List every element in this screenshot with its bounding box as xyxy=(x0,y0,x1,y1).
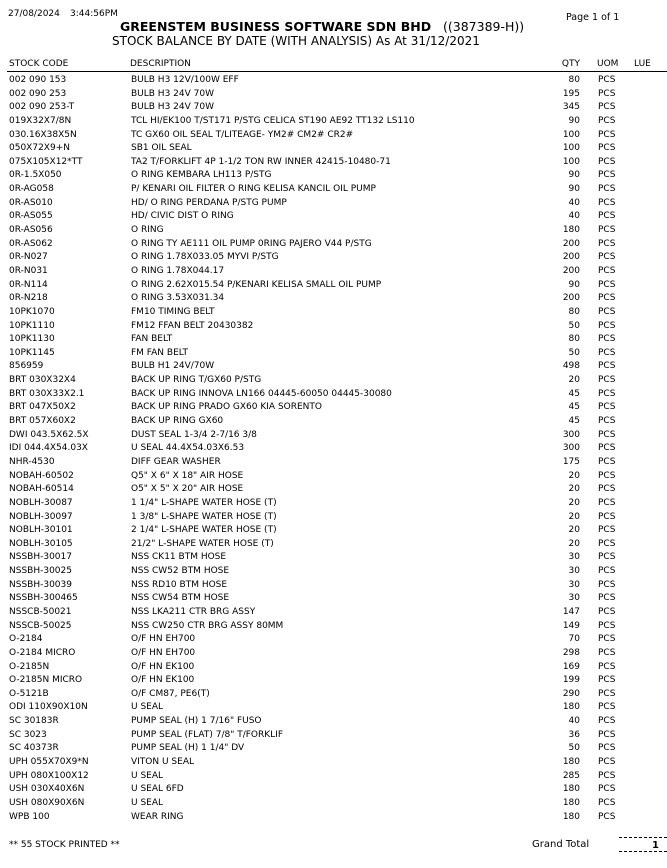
description-cell: O/F HN EH700 xyxy=(131,634,196,645)
table-row xyxy=(0,101,667,115)
qty-cell: 30 xyxy=(568,579,580,590)
table-row xyxy=(0,715,667,729)
qty-cell: 80 xyxy=(568,306,580,317)
description-cell: O/F CM87, PE6(T) xyxy=(131,688,210,699)
qty-cell: 90 xyxy=(568,184,580,195)
qty-cell: 45 xyxy=(568,402,580,413)
qty-cell: 80 xyxy=(568,334,580,345)
description-cell: TC GX60 OIL SEAL T/LITEAGE- YM2# CM2# CR2# xyxy=(131,129,354,140)
stock-code-cell: BRT 030X33X2.1 xyxy=(9,388,85,399)
table-row xyxy=(0,783,667,797)
stock-code-cell: BRT 057X60X2 xyxy=(9,416,76,427)
table-row xyxy=(0,456,667,470)
table-row xyxy=(0,483,667,497)
column-header-qty: QTY xyxy=(561,59,580,69)
qty-cell: 180 xyxy=(562,811,580,822)
qty-cell: 169 xyxy=(562,661,580,672)
qty-cell: 200 xyxy=(562,238,580,249)
uom-cell: PCS xyxy=(598,797,616,808)
stock-code-cell: NOBLH-30105 xyxy=(9,538,73,549)
description-cell: O RING 1.78X044.17 xyxy=(131,265,225,276)
table-row xyxy=(0,511,667,525)
table-row xyxy=(0,647,667,661)
table-row xyxy=(0,183,667,197)
description-cell: U SEAL xyxy=(131,797,164,808)
stock-code-cell: IDI 044.4X54.03X xyxy=(9,443,88,454)
description-cell: BACK UP RING INNOVA LN166 04445-60050 04445-30080 xyxy=(131,388,392,399)
description-cell: U SEAL xyxy=(131,770,164,781)
qty-cell: 45 xyxy=(568,416,580,427)
uom-cell: PCS xyxy=(598,579,616,590)
uom-cell: PCS xyxy=(598,429,616,440)
uom-cell: PCS xyxy=(598,225,616,236)
uom-cell: PCS xyxy=(598,115,616,126)
table-row xyxy=(0,251,667,265)
uom-cell: PCS xyxy=(598,293,616,304)
table-row xyxy=(0,306,667,320)
stock-code-cell: O-2185N MICRO xyxy=(9,675,83,686)
description-cell: U SEAL xyxy=(131,702,164,713)
description-cell: O RING xyxy=(131,225,164,236)
uom-cell: PCS xyxy=(598,593,616,604)
stock-code-cell: BRT 047X50X2 xyxy=(9,402,76,413)
qty-cell: 20 xyxy=(568,538,580,549)
table-row xyxy=(0,169,667,183)
description-cell: O RING KEMBARA LH113 P/STG xyxy=(131,170,272,181)
qty-cell: 20 xyxy=(568,497,580,508)
table-row xyxy=(0,633,667,647)
qty-cell: 180 xyxy=(562,784,580,795)
stock-code-cell: NOBLH-30101 xyxy=(9,525,73,536)
qty-cell: 20 xyxy=(568,525,580,536)
qty-cell: 285 xyxy=(562,770,580,781)
stock-code-cell: DWI 043.5X62.5X xyxy=(9,429,89,440)
description-cell: PUMP SEAL (H) 1 7/16" FUSO xyxy=(131,716,262,727)
description-cell: BACK UP RING PRADO GX60 KIA SORENTO xyxy=(131,402,322,413)
stock-code-cell: 0R-N114 xyxy=(9,279,48,290)
uom-cell: PCS xyxy=(598,75,616,85)
uom-cell: PCS xyxy=(598,716,616,727)
uom-cell: PCS xyxy=(598,129,616,140)
uom-cell: PCS xyxy=(598,170,616,181)
stock-code-cell: UPH 080X100X12 xyxy=(9,770,89,781)
uom-cell: PCS xyxy=(598,497,616,508)
uom-cell: PCS xyxy=(598,729,616,740)
stock-code-cell: 10PK1110 xyxy=(9,320,55,331)
table-row xyxy=(0,592,667,606)
uom-cell: PCS xyxy=(598,279,616,290)
uom-cell: PCS xyxy=(598,252,616,263)
description-cell: NSS LKA211 CTR BRG ASSY xyxy=(131,606,256,617)
qty-cell: 290 xyxy=(562,688,580,699)
report-title: STOCK BALANCE BY DATE (WITH ANALYSIS) As At 31/12/2021 xyxy=(112,34,480,48)
uom-cell: PCS xyxy=(598,306,616,317)
description-cell: FM12 FFAN BELT 20430382 xyxy=(131,320,254,331)
description-cell: NSS CK11 BTM HOSE xyxy=(131,552,227,563)
qty-cell: 50 xyxy=(568,347,580,358)
qty-cell: 40 xyxy=(568,197,580,208)
stock-code-cell: 0R-AS056 xyxy=(9,225,53,236)
table-row xyxy=(0,129,667,143)
qty-cell: 180 xyxy=(562,225,580,236)
uom-cell: PCS xyxy=(598,661,616,672)
qty-cell: 70 xyxy=(568,634,580,645)
qty-cell: 300 xyxy=(562,443,580,454)
stock-code-cell: 030.16X38X5N xyxy=(9,129,77,140)
uom-cell: PCS xyxy=(598,620,616,631)
stock-code-cell: O-2185N xyxy=(9,661,50,672)
uom-cell: PCS xyxy=(598,320,616,331)
uom-cell: PCS xyxy=(598,743,616,754)
stock-code-cell: 0R-AS010 xyxy=(9,197,53,208)
print-time: 3:44:56PM xyxy=(70,9,118,19)
uom-cell: PCS xyxy=(598,647,616,658)
stock-code-cell: 0R-AG058 xyxy=(9,184,54,195)
column-header-stock-code: STOCK CODE xyxy=(9,59,69,69)
table-row xyxy=(0,579,667,593)
stock-code-cell: 0R-N027 xyxy=(9,252,48,263)
description-cell: HD/ O RING PERDANA P/STG PUMP xyxy=(131,197,287,208)
qty-cell: 345 xyxy=(562,102,580,113)
stock-code-cell: O-2184 MICRO xyxy=(9,647,76,658)
uom-cell: PCS xyxy=(598,402,616,413)
table-row xyxy=(0,88,667,102)
description-cell: BACK UP RING GX60 xyxy=(131,416,224,427)
grand-total-label: Grand Total xyxy=(532,839,590,850)
stock-code-cell: 050X72X9+N xyxy=(9,143,70,154)
description-cell: WEAR RING xyxy=(131,811,184,822)
company-reg: ((387389-H)) xyxy=(443,19,525,34)
uom-cell: PCS xyxy=(598,702,616,713)
uom-cell: PCS xyxy=(598,102,616,113)
uom-cell: PCS xyxy=(598,552,616,563)
header-divider xyxy=(7,71,667,72)
uom-cell: PCS xyxy=(598,265,616,276)
grand-total-value: 1 xyxy=(652,840,659,851)
stock-code-cell: 075X105X12*TT xyxy=(9,156,83,167)
description-cell: O/F HN EK100 xyxy=(131,675,195,686)
qty-cell: 30 xyxy=(568,552,580,563)
stock-code-cell: NSSBH-30017 xyxy=(9,552,72,563)
description-cell: NSS RD10 BTM HOSE xyxy=(131,579,228,590)
stock-code-cell: 10PK1070 xyxy=(9,306,55,317)
description-cell: PUMP SEAL (FLAT) 7/8" T/FORKLIF xyxy=(131,729,284,740)
table-row xyxy=(0,701,667,715)
qty-cell: 36 xyxy=(568,729,580,740)
description-cell: U SEAL 6FD xyxy=(131,784,184,795)
qty-cell: 20 xyxy=(568,484,580,495)
stock-code-cell: 0R-N218 xyxy=(9,293,48,304)
description-cell: 1 3/8" L-SHAPE WATER HOSE (T) xyxy=(131,511,277,522)
qty-cell: 30 xyxy=(568,593,580,604)
description-cell: NSS CW54 BTM HOSE xyxy=(131,593,230,604)
table-row xyxy=(0,470,667,484)
stock-code-cell: UPH 055X70X9*N xyxy=(9,757,89,768)
description-cell: BULB H1 24V/70W xyxy=(131,361,215,372)
stock-code-cell: USH 080X90X6N xyxy=(9,797,85,808)
stock-code-cell: NOBLH-30097 xyxy=(9,511,73,522)
uom-cell: PCS xyxy=(598,688,616,699)
description-cell: 2 1/4" L-SHAPE WATER HOSE (T) xyxy=(131,525,277,536)
table-row xyxy=(0,415,667,429)
description-cell: FM FAN BELT xyxy=(131,347,189,358)
uom-cell: PCS xyxy=(598,347,616,358)
qty-cell: 100 xyxy=(562,156,580,167)
description-cell: BACK UP RING T/GX60 P/STG xyxy=(131,375,262,386)
stock-code-cell: 0R-AS055 xyxy=(9,211,53,222)
stock-code-cell: SC 3023 xyxy=(9,729,47,740)
stock-code-cell: 10PK1145 xyxy=(9,347,55,358)
table-row xyxy=(0,197,667,211)
stock-code-cell: NOBAH-60514 xyxy=(9,484,74,495)
stock-code-cell: USH 030X40X6N xyxy=(9,784,85,795)
qty-cell: 90 xyxy=(568,279,580,290)
stock-code-cell: 019X32X7/8N xyxy=(9,115,72,126)
qty-cell: 180 xyxy=(562,757,580,768)
qty-cell: 199 xyxy=(562,675,580,686)
stock-code-cell: SC 40373R xyxy=(9,743,59,754)
table-row xyxy=(0,347,667,361)
uom-cell: PCS xyxy=(598,525,616,536)
description-cell: O RING 3.53X031.34 xyxy=(131,293,225,304)
table-row xyxy=(0,729,667,743)
uom-cell: PCS xyxy=(598,456,616,467)
description-cell: BULB H3 12V/100W EFF xyxy=(131,75,239,85)
stock-code-cell: 0R-AS062 xyxy=(9,238,53,249)
stock-printed-count: ** 55 STOCK PRINTED ** xyxy=(9,840,120,850)
description-cell: BULB H3 24V 70W xyxy=(131,102,214,113)
table-row xyxy=(0,742,667,756)
qty-cell: 180 xyxy=(562,702,580,713)
qty-cell: 149 xyxy=(562,620,580,631)
qty-cell: 298 xyxy=(562,647,580,658)
table-row xyxy=(0,374,667,388)
uom-cell: PCS xyxy=(598,484,616,495)
qty-cell: 30 xyxy=(568,566,580,577)
page-number: Page 1 of 1 xyxy=(566,12,620,23)
description-cell: O RING 1.78X033.05 MYVI P/STG xyxy=(131,252,279,263)
total-top-divider xyxy=(619,837,667,838)
table-row xyxy=(0,429,667,443)
stock-code-cell: BRT 030X32X4 xyxy=(9,375,76,386)
stock-code-cell: NOBAH-60502 xyxy=(9,470,74,481)
qty-cell: 20 xyxy=(568,375,580,386)
uom-cell: PCS xyxy=(598,88,616,99)
stock-code-cell: O-5121B xyxy=(9,688,49,699)
description-cell: HD/ CIVIC DIST O RING xyxy=(131,211,234,222)
stock-code-cell: 002 090 253-T xyxy=(9,102,75,113)
table-row xyxy=(0,115,667,129)
qty-cell: 100 xyxy=(562,129,580,140)
uom-cell: PCS xyxy=(598,606,616,617)
description-cell: U SEAL 44.4X54.03X6.53 xyxy=(131,443,245,454)
qty-cell: 80 xyxy=(568,75,580,85)
uom-cell: PCS xyxy=(598,784,616,795)
table-row xyxy=(0,811,667,825)
uom-cell: PCS xyxy=(598,811,616,822)
description-cell: VITON U SEAL xyxy=(131,757,195,768)
uom-cell: PCS xyxy=(598,238,616,249)
uom-cell: PCS xyxy=(598,156,616,167)
description-cell: PUMP SEAL (H) 1 1/4" DV xyxy=(131,743,245,754)
table-row xyxy=(0,265,667,279)
description-cell: DIFF GEAR WASHER xyxy=(131,456,221,467)
table-row xyxy=(0,292,667,306)
column-header-uom: UOM xyxy=(597,59,619,69)
table-row xyxy=(0,279,667,293)
qty-cell: 20 xyxy=(568,470,580,481)
qty-cell: 147 xyxy=(562,606,580,617)
uom-cell: PCS xyxy=(598,184,616,195)
description-cell: NSS CW250 CTR BRG ASSY 80MM xyxy=(131,620,284,631)
qty-cell: 90 xyxy=(568,115,580,126)
description-cell: P/ KENARI OIL FILTER O RING KELISA KANCIL OIL PUMP xyxy=(131,184,376,195)
table-row xyxy=(0,388,667,402)
description-cell: FAN BELT xyxy=(131,334,173,345)
description-cell: O/F HN EH700 xyxy=(131,647,196,658)
description-cell: FM10 TIMING BELT xyxy=(131,306,215,317)
qty-cell: 175 xyxy=(562,456,580,467)
description-cell: NSS CW52 BTM HOSE xyxy=(131,566,230,577)
table-row xyxy=(0,565,667,579)
table-row xyxy=(0,674,667,688)
table-row xyxy=(0,551,667,565)
company-name: GREENSTEM BUSINESS SOFTWARE SDN BHD xyxy=(120,19,432,34)
uom-cell: PCS xyxy=(598,443,616,454)
stock-code-cell: 856959 xyxy=(9,361,44,372)
table-row xyxy=(0,74,667,88)
company-heading xyxy=(120,19,524,34)
table-row xyxy=(0,210,667,224)
qty-cell: 50 xyxy=(568,320,580,331)
stock-code-cell: 002 090 253 xyxy=(9,88,67,99)
description-cell: O RING 2.62X015.54 P/KENARI KELISA SMALL OIL PUMP xyxy=(131,279,382,290)
uom-cell: PCS xyxy=(598,511,616,522)
stock-code-cell: O-2184 xyxy=(9,634,43,645)
print-date: 27/08/2024 xyxy=(8,9,60,19)
description-cell: TCL HI/EK100 T/ST171 P/STG CELICA ST190 AE92 TT132 LS110 xyxy=(131,115,415,126)
qty-cell: 100 xyxy=(562,143,580,154)
stock-code-cell: NOBLH-30087 xyxy=(9,497,73,508)
table-row xyxy=(0,238,667,252)
table-row xyxy=(0,620,667,634)
qty-cell: 195 xyxy=(562,88,580,99)
column-header-value: LUE xyxy=(634,59,651,69)
qty-cell: 200 xyxy=(562,293,580,304)
description-cell: O RING TY AE111 OIL PUMP 0RING PAJERO V44 P/STG xyxy=(131,238,372,249)
qty-cell: 498 xyxy=(562,361,580,372)
qty-cell: 40 xyxy=(568,211,580,222)
table-row xyxy=(0,224,667,238)
qty-cell: 40 xyxy=(568,716,580,727)
table-row xyxy=(0,320,667,334)
uom-cell: PCS xyxy=(598,334,616,345)
stock-code-cell: NHR-4530 xyxy=(9,456,55,467)
description-cell: O5" X 5" X 20" AIR HOSE xyxy=(131,484,244,495)
uom-cell: PCS xyxy=(598,634,616,645)
qty-cell: 200 xyxy=(562,252,580,263)
table-row xyxy=(0,142,667,156)
uom-cell: PCS xyxy=(598,143,616,154)
table-row xyxy=(0,688,667,702)
stock-code-cell: 0R-1.5X050 xyxy=(9,170,62,181)
table-row xyxy=(0,401,667,415)
description-cell: Q5" X 6" X 18" AIR HOSE xyxy=(131,470,244,481)
uom-cell: PCS xyxy=(598,361,616,372)
stock-code-cell: ODI 110X90X10N xyxy=(9,702,88,713)
qty-cell: 45 xyxy=(568,388,580,399)
table-row xyxy=(0,770,667,784)
uom-cell: PCS xyxy=(598,757,616,768)
qty-cell: 180 xyxy=(562,797,580,808)
column-header-description: DESCRIPTION xyxy=(130,59,191,69)
uom-cell: PCS xyxy=(598,211,616,222)
qty-cell: 300 xyxy=(562,429,580,440)
stock-code-cell: NSSBH-30025 xyxy=(9,566,72,577)
table-row xyxy=(0,360,667,374)
table-row xyxy=(0,524,667,538)
uom-cell: PCS xyxy=(598,470,616,481)
description-cell: 21/2" L-SHAPE WATER HOSE (T) xyxy=(131,538,274,549)
table-row xyxy=(0,538,667,552)
uom-cell: PCS xyxy=(598,375,616,386)
description-cell: BULB H3 24V 70W xyxy=(131,88,214,99)
description-cell: 1 1/4" L-SHAPE WATER HOSE (T) xyxy=(131,497,277,508)
stock-code-cell: NSSCB-50021 xyxy=(9,606,72,617)
stock-code-cell: 0R-N031 xyxy=(9,265,48,276)
uom-cell: PCS xyxy=(598,538,616,549)
description-cell: O/F HN EK100 xyxy=(131,661,195,672)
qty-cell: 20 xyxy=(568,511,580,522)
uom-cell: PCS xyxy=(598,566,616,577)
qty-cell: 90 xyxy=(568,170,580,181)
description-cell: DUST SEAL 1-3/4 2-7/16 3/8 xyxy=(131,429,257,440)
stock-code-cell: NSSBH-300465 xyxy=(9,593,78,604)
stock-code-cell: 10PK1130 xyxy=(9,334,55,345)
qty-cell: 200 xyxy=(562,265,580,276)
stock-code-cell: WPB 100 xyxy=(9,811,50,822)
table-row xyxy=(0,497,667,511)
table-row xyxy=(0,333,667,347)
uom-cell: PCS xyxy=(598,197,616,208)
uom-cell: PCS xyxy=(598,770,616,781)
table-row xyxy=(0,156,667,170)
description-cell: TA2 T/FORKLIFT 4P 1-1/2 TON RW INNER 42415-10480-71 xyxy=(131,156,391,167)
table-row xyxy=(0,442,667,456)
stock-code-cell: 002 090 153 xyxy=(9,75,67,85)
total-bottom-divider xyxy=(619,851,667,852)
stock-code-cell: SC 30183R xyxy=(9,716,59,727)
table-row xyxy=(0,606,667,620)
description-cell: SB1 OIL SEAL xyxy=(131,143,192,154)
uom-cell: PCS xyxy=(598,388,616,399)
table-row xyxy=(0,797,667,811)
qty-cell: 50 xyxy=(568,743,580,754)
stock-table xyxy=(0,74,667,824)
uom-cell: PCS xyxy=(598,675,616,686)
stock-code-cell: NSSBH-30039 xyxy=(9,579,72,590)
stock-code-cell: NSSCB-50025 xyxy=(9,620,72,631)
table-row xyxy=(0,661,667,675)
uom-cell: PCS xyxy=(598,416,616,427)
table-row xyxy=(0,756,667,770)
